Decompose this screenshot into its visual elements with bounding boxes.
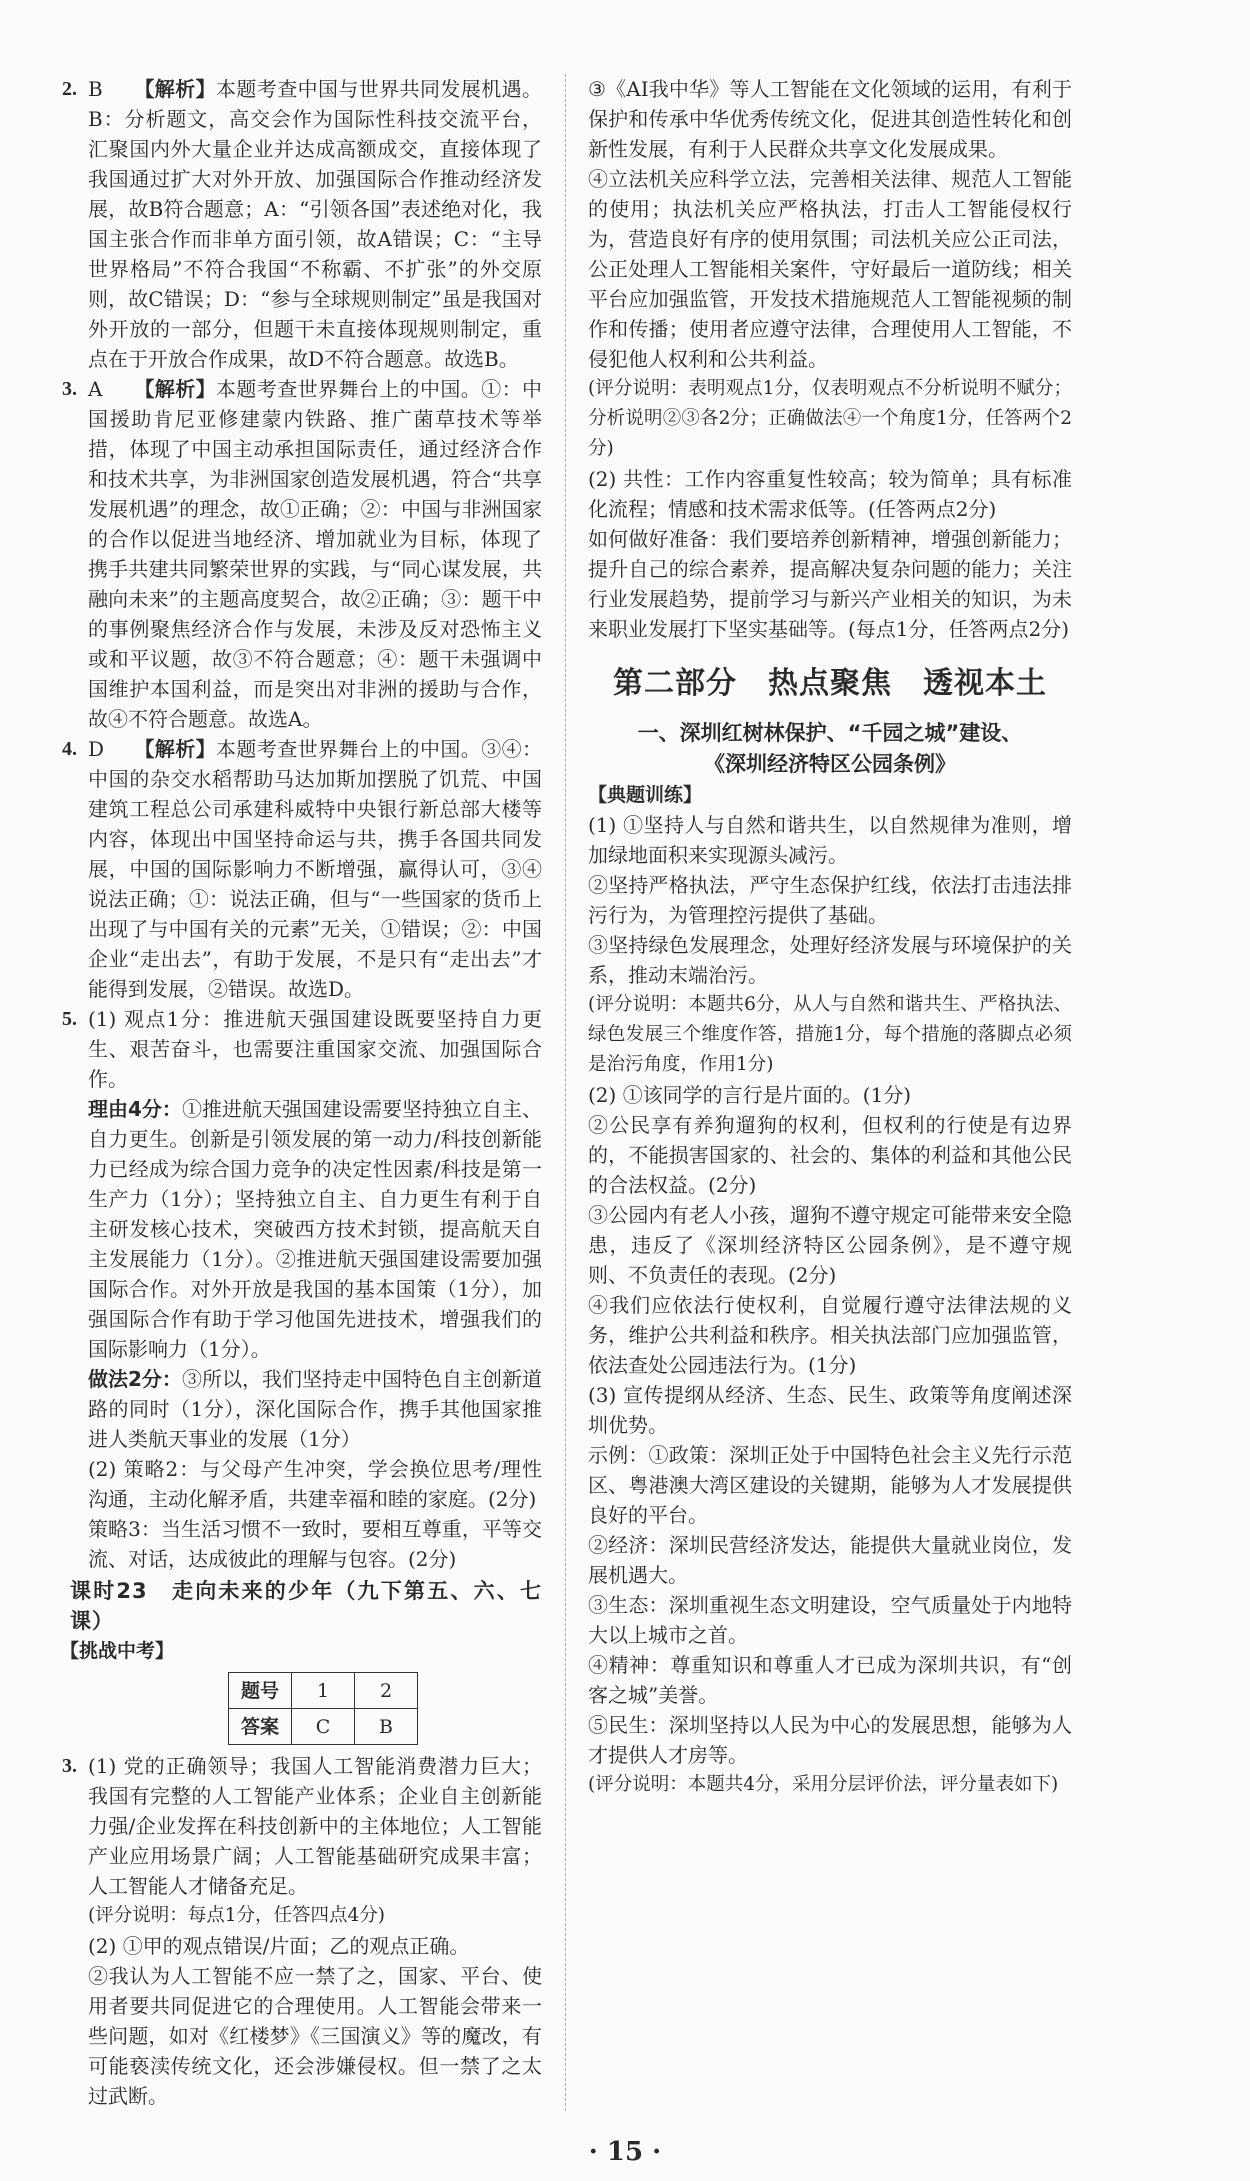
reason-label: 理由4分： bbox=[88, 1097, 182, 1121]
analysis-tag: 【解析】 bbox=[134, 737, 216, 761]
reason-paragraph bbox=[60, 1094, 542, 1364]
paragraph: ③坚持绿色发展理念，处理好经济发展与环境保护的关系，推动末端治污。 bbox=[588, 933, 1072, 987]
paragraph: ④立法机关应科学立法，完善相关法律、规范人工智能的使用；执法机关应严格执法，打击人工智能侵权行为，营造良好有序的使用氛围；司法机关应公正司法，公正处理人工智能相关案件，守好最后一道防线；相关平台应加强监管，开发技术措施规范人工智能视频的制作和传播；使用者应遵守法律，合理使用人工智能，不侵犯他人权利和公共利益。 bbox=[588, 167, 1072, 371]
answer-letter: A bbox=[88, 377, 103, 401]
scoring-note: (评分说明：表明观点1分，仅表明观点不分析说明不赋分；分析说明②③各2分；正确做法④一个角度1分，任答两个2分) bbox=[588, 378, 1072, 459]
paragraph: ③《AI我中华》等人工智能在文化领域的运用，有利于保护和传承中华优秀传统文化，促进其创造性转化和创新性发展，有利于人民群众共享文化发展成果。 bbox=[588, 77, 1072, 161]
answer-item-3 bbox=[60, 374, 542, 734]
item-number: 4. bbox=[62, 738, 77, 760]
part-2-opinion: ②我认为人工智能不应一禁了之，国家、平台、使用者要共同促进它的合理使用。人工智能会带来一些问题，如对《红楼梦》《三国演义》等的魔改，有可能亵渎传统文化，还会涉嫌侵权。但一禁了之太过武断。 bbox=[88, 1964, 542, 2108]
table-cell: C bbox=[292, 1709, 355, 1745]
column-divider bbox=[565, 74, 566, 2111]
analysis-text: 本题考查中国与世界共同发展机遇。B：分析题文，高交会作为国际性科技交流平台，汇聚国内外大量企业并达成高额成交，直接体现了我国通过扩大对外开放、加强国际合作推动经济发展，故B符合题意；A：“引领各国”表述绝对化，我国主张合作而非单方面引领，故A错误；C：“主导世界格局”不符合我国“不称霸、不扩张”的外交原则，故C错误；D：“参与全球规则制定”虽是我国对外开放的一部分，但题干未直接体现规则制定，重点在于开放合作成果，故D不符合题意。故选B。 bbox=[88, 77, 542, 371]
paragraph: ⑤民生：深圳坚持以人民为中心的发展思想，能够为人才提供人才房等。 bbox=[588, 1713, 1072, 1767]
paragraph: (3) 宣传提纲从经济、生态、民生、政策等角度阐述深圳优势。 bbox=[588, 1383, 1072, 1437]
lesson-heading: 课时23 走向未来的少年（九下第五、六、七课） bbox=[70, 1579, 542, 1633]
paragraph: ④精神：尊重知识和尊重人才已成为深圳共识，有“创客之城”美誉。 bbox=[588, 1653, 1072, 1707]
item-number: 5. bbox=[62, 1008, 77, 1030]
method-text: ③所以，我们坚持走中国特色自主创新道路的同时（1分），深化国际合作，携手其他国家推进人类航天事业的发展（1分） bbox=[88, 1367, 542, 1451]
page-number: · 15 · bbox=[588, 2137, 662, 2167]
row-label: 答案 bbox=[229, 1709, 292, 1745]
paragraph: ②坚持严格执法，严守生态保护红线，依法打击违法排污行为，为管理控污提供了基础。 bbox=[588, 873, 1072, 927]
item-number: 3. bbox=[62, 1755, 77, 1777]
strategy-2: (2) 策略2：与父母产生冲突，学会换位思考/理性沟通，主动化解矛盾，共建幸福和睦的家庭。(2分) bbox=[88, 1457, 542, 1511]
paragraph: ③生态：深圳重视生态文明建设，空气质量处于内地特大以上城市之首。 bbox=[588, 1593, 1072, 1647]
table-row bbox=[229, 1709, 418, 1745]
table-cell: 1 bbox=[292, 1673, 355, 1709]
left-column bbox=[60, 74, 542, 2111]
row-label: 题号 bbox=[229, 1673, 292, 1709]
section-heading-line-1: 一、深圳红树林保护、“千园之城”建设、 bbox=[637, 721, 1023, 745]
challenge-tag: 【挑战中考】 bbox=[60, 1640, 175, 1662]
section-heading-line-2: 《深圳经济特区公园条例》 bbox=[704, 752, 956, 776]
paragraph: 示例：①政策：深圳正处于中国特色社会主义先行示范区、粤港澳大湾区建设的关键期，能够为人才发展提供良好的平台。 bbox=[588, 1443, 1072, 1527]
analysis-tag: 【解析】 bbox=[134, 377, 216, 401]
paragraph: ④我们应依法行使权利，自觉履行遵守法律法规的义务，维护公共利益和秩序。相关执法部门应加强监管，依法查处公园违法行为。(1分) bbox=[588, 1293, 1072, 1377]
analysis-text: 本题考查世界舞台上的中国。③④：中国的杂交水稻帮助马达加斯加摆脱了饥荒、中国建筑工程总公司承建科威特中央银行新总部大楼等内容，体现出中国坚持命运与共，携手各国共同发展，中国的国际影响力不断增强，赢得认可，③④说法正确；①：说法正确，但与“一些国家的货币上出现了与中国有关的元素”无关，①错误；②：中国企业“走出去”，有助于发展，不是只有“走出去”才能得到发展，②错误。故选D。 bbox=[88, 737, 542, 1001]
scoring-note: (评分说明：每点1分，任答四点4分) bbox=[88, 1905, 385, 1926]
strategy-3: 策略3：当生活习惯不一致时，要相互尊重，平等交流、对话，达成彼此的理解与包容。(2分) bbox=[88, 1517, 542, 1571]
answer-item-4 bbox=[60, 734, 542, 1004]
scoring-note: (评分说明：本题共6分，从人与自然和谐共生、严格执法、绿色发展三个维度作答，措施1分，每个措施的落脚点必须是治污角度，作用1分) bbox=[588, 994, 1072, 1075]
method-label: 做法2分： bbox=[88, 1367, 182, 1391]
scoring-note: (评分说明：本题共4分，采用分层评价法，评分量表如下) bbox=[588, 1774, 1059, 1795]
item-number: 3. bbox=[62, 378, 77, 400]
paragraph: ②经济：深圳民营经济发达，能提供大量就业岗位，发展机遇大。 bbox=[588, 1533, 1072, 1587]
answer-letter: B bbox=[88, 77, 103, 101]
item-number: 2. bbox=[62, 78, 77, 100]
answer-item-3b bbox=[60, 1751, 542, 1901]
part-1-text: (1) 党的正确领导；我国人工智能消费潜力巨大；我国有完整的人工智能产业体系；企业自主创新能力强/企业发挥在科技创新中的主体地位；人工智能产业应用场景广阔；人工智能基础研究成果丰富；人工智能人才储备充足。 bbox=[88, 1754, 542, 1898]
paragraph: ③公园内有老人小孩，遛狗不遵守规定可能带来安全隐患，违反了《深圳经济特区公园条例》，是不遵守规则、不负责任的表现。(2分) bbox=[588, 1203, 1072, 1287]
part-1-view: (1) 观点1分：推进航天强国建设既要坚持自力更生、艰苦奋斗，也需要注重国家交流、加强国际合作。 bbox=[88, 1007, 542, 1091]
paragraph: (2) 共性：工作内容重复性较高；较为简单；具有标准化流程；情感和技术需求低等。(任答两点2分) bbox=[588, 467, 1072, 521]
table-cell: 2 bbox=[355, 1673, 418, 1709]
paragraph: ②公民享有养狗遛狗的权利，但权利的行使是有边界的，不能损害国家的、社会的、集体的利益和其他公民的合法权益。(2分) bbox=[588, 1113, 1072, 1197]
paragraph: (2) ①该同学的言行是片面的。(1分) bbox=[588, 1083, 912, 1107]
table-row bbox=[229, 1673, 418, 1709]
method-paragraph bbox=[60, 1364, 542, 1454]
answer-item-2 bbox=[60, 74, 542, 374]
table-cell: B bbox=[355, 1709, 418, 1745]
part-heading: 第二部分 热点聚焦 透视本土 bbox=[613, 666, 1047, 701]
answer-table bbox=[228, 1672, 418, 1745]
answer-letter: D bbox=[88, 737, 105, 761]
analysis-tag: 【解析】 bbox=[134, 77, 216, 101]
practice-tag: 【典题训练】 bbox=[588, 784, 703, 806]
answer-item-5 bbox=[60, 1004, 542, 1094]
reason-text: ①推进航天强国建设需要坚持独立自主、自力更生。创新是引领发展的第一动力/科技创新能力已经成为综合国力竞争的决定性因素/科技是第一生产力（1分）；坚持独立自主、自力更生有利于自主研发核心技术，突破西方技术封锁，提高航天自主发展能力（1分）。②推进航天强国建设需要加强国际合作。对外开放是我国的基本国策（1分），加强国际合作有助于学习他国先进技术，增强我们的国际影响力（1分）。 bbox=[88, 1097, 542, 1361]
paragraph: 如何做好准备：我们要培养创新精神，增强创新能力；提升自己的综合素养，提高解决复杂问题的能力；关注行业发展趋势，提前学习与新兴产业相关的知识，为未来职业发展打下坚实基础等。(每点1分，任答两点2分) bbox=[588, 527, 1072, 641]
paragraph: (1) ①坚持人与自然和谐共生，以自然规律为准则，增加绿地面积来实现源头减污。 bbox=[588, 813, 1072, 867]
right-column bbox=[588, 74, 1072, 1800]
analysis-text: 本题考查世界舞台上的中国。①：中国援助肯尼亚修建蒙内铁路、推广菌草技术等举措，体现了中国主动承担国际责任，通过经济合作和技术共享，为非洲国家创造发展机遇，符合“共享发展机遇”的理念，故①正确；②：中国与非洲国家的合作以促进当地经济、增加就业为目标，体现了携手共建共同繁荣世界的实践，与“同心谋发展，共融向未来”的主题高度契合，故②正确；③：题干中的事例聚焦经济合作与发展，未涉及反对恐怖主义或和平议题，故③不符合题意；④：题干未强调中国维护本国利益，而是突出对非洲的援助与合作，故④不符合题意。故选A。 bbox=[88, 377, 542, 731]
part-2-text: (2) ①甲的观点错误/片面；乙的观点正确。 bbox=[88, 1934, 470, 1958]
